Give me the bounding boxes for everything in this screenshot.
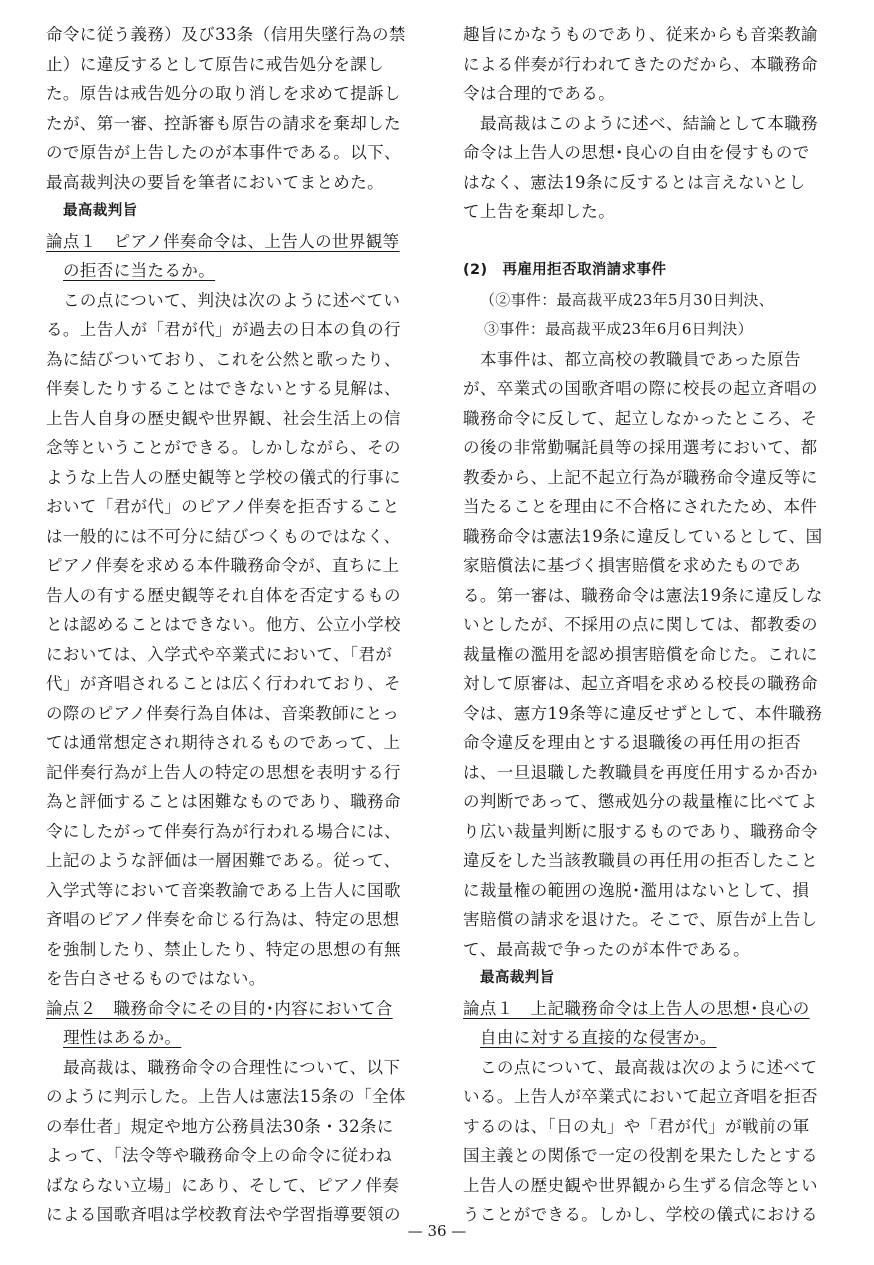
text-line: 念等ということができる。しかしながら、その — [46, 438, 401, 457]
text-line: 上記のような評価は一層困難である。従って、 — [46, 851, 401, 870]
text-line: た。原告は戒告処分の取り消しを求めて提訴し — [46, 84, 401, 103]
text-line: 命令は上告人の思想･良心の自由を侵すもので — [463, 143, 810, 162]
text-line: 命令違反を理由とする退職後の再任用の拒否 — [463, 733, 801, 752]
issue-heading-line — [46, 256, 408, 286]
text-line: 伴奏したりすることはできないとする見解は、 — [46, 379, 401, 398]
section-heading: 最高裁判旨 — [63, 203, 138, 219]
text-line: の際のピアノ伴奏行為自体は、音楽教師にとっ — [46, 703, 400, 723]
section-heading: 最高裁判旨 — [480, 970, 555, 986]
text-line: り広い裁量判断に服するものであり、職務命令 — [463, 821, 818, 841]
text-line: においては、入学式や卒業式において、「君が — [46, 644, 393, 664]
page-number: — 36 — — [407, 1222, 467, 1240]
text-line: 裁量権の濫用を認め損害賠償を命じた。これに — [463, 644, 818, 664]
text-line: 違反をした当該教職員の再任用の拒否したこと — [463, 851, 818, 870]
text-line: 入学式等において音楽教諭である上告人に国歌 — [46, 880, 401, 900]
underlined-text: 論点２ 職務命令にその目的･内容において合 — [46, 998, 393, 1018]
text-line: は、一旦退職した教職員を再度任用するか否か — [463, 762, 818, 782]
text-line: とは認めることはできない。他方、公立小学校 — [46, 615, 401, 634]
text-line: この点について、判決は次のように述べてい — [63, 290, 401, 310]
text-line: 職務命令に反して、起立しなかったところ、そ — [463, 408, 818, 428]
text-line: はなく、憲法19条に反するとは言えないとし — [463, 172, 806, 192]
text-line: 本事件は、都立高校の教職員であった原告 — [480, 349, 801, 369]
text-line: ばならない立場」にあり、そして、ピアノ伴奏 — [46, 1175, 400, 1195]
text-line: ③事件：最高裁平成23年6月6日判決） — [484, 320, 753, 338]
underlined-text: 論点１ 上記職務命令は上告人の思想･良心の — [463, 998, 810, 1018]
text-line: 上告人自身の歴史観や世界観、社会生活上の信 — [46, 408, 401, 428]
text-line: 教委から、上記不起立行為が職務命令違反等に — [463, 467, 818, 487]
text-line: て、最高裁で争ったのが本件である。 — [463, 939, 750, 959]
text-line: うことができる。しかし、学校の儀式における — [463, 1205, 818, 1224]
text-line: を告白させるものではない。 — [46, 969, 266, 988]
text-line: たが、第一審、控訴審も原告の請求を棄却した — [46, 113, 401, 133]
right-column — [463, 20, 825, 1230]
text-line: この点について、最高裁は次のように述べて — [480, 1057, 818, 1077]
text-line: 当たることを理由に不合格にされたため、本件 — [463, 497, 818, 516]
issue-heading-line — [463, 1023, 825, 1053]
text-line: 害賠償の請求を退けた。そこで、原告が上告し — [463, 910, 818, 929]
issue-heading-line — [46, 994, 408, 1024]
text-line: は一般的には不可分に結びつくものではなく、 — [46, 526, 401, 546]
text-line: 記伴奏行為が上告人の特定の思想を表明する行 — [46, 762, 401, 782]
text-line: よって、「法令等や職務命令上の命令に従わね — [46, 1146, 393, 1165]
text-line: 代」が斉唱されることは広く行われており、そ — [46, 674, 401, 693]
underlined-text: の拒否に当たるか。 — [63, 261, 216, 280]
issue-heading-line — [46, 227, 408, 257]
text-line: 令にしたがって伴奏行為が行われる場合には、 — [46, 821, 401, 841]
text-line: 対して原審は、起立斉唱を求める校長の職務命 — [463, 674, 818, 693]
text-line: 令は、憲方19条等に違反せずとして、本件職務 — [463, 703, 823, 723]
text-line: 趣旨にかなうものであり、従来からも音楽教諭 — [463, 25, 818, 44]
text-line: 家賠償法に基づく損害賠償を求めたものであ — [463, 556, 801, 575]
text-line: ので原告が上告したのが本事件である。以下、 — [46, 143, 401, 162]
text-line: （②事件：最高裁平成23年5月30日判決、 — [480, 290, 775, 309]
text-line: る。第一審は、職務命令は憲法19条に違反しな — [463, 585, 823, 605]
text-line: による国歌斉唱は学校教育法や学習指導要領の — [46, 1205, 401, 1224]
text-line: おいて「君が代」のピアノ伴奏を拒否すること — [46, 497, 400, 516]
section-heading: (2) 再雇用拒否取消請求事件 — [463, 262, 667, 278]
text-line: 最高裁は、職務命令の合理性について、以下 — [63, 1057, 401, 1077]
text-line: が、卒業式の国歌斉唱の際に校長の起立斉唱の — [463, 379, 818, 398]
blank-line — [463, 227, 825, 257]
text-line: る。上告人が「君が代」が過去の日本の負の行 — [46, 320, 401, 339]
text-line: の判断であって、懲戒処分の裁量権に比べてよ — [463, 792, 818, 811]
text-line: いとしたが、不採用の点に関しては、都教委の — [463, 615, 818, 634]
text-line: 最高裁はこのように述べ、結論として本職務 — [480, 113, 818, 133]
text-line: て上告を棄却した。 — [463, 202, 616, 221]
underlined-text: 自由に対する直接的な侵害か。 — [480, 1028, 717, 1047]
underlined-text: 理性はあるか。 — [63, 1028, 182, 1047]
issue-heading-line — [463, 994, 825, 1024]
text-line: 最高裁判決の要旨を筆者においてまとめた。 — [46, 172, 384, 192]
text-line: 斉唱のピアノ伴奏を命じる行為は、特定の思想 — [46, 910, 400, 929]
text-line: 令は合理的である。 — [463, 84, 616, 103]
left-column — [46, 20, 408, 1230]
text-line: いる。上告人が卒業式において起立斉唱を拒否 — [463, 1087, 818, 1106]
text-line: 上告人の歴史観や世界観から生ずる信念等とい — [463, 1175, 818, 1195]
text-line: 職務命令は憲法19条に違反しているとして、国 — [463, 526, 823, 546]
text-line: ては通常想定され期待されるものであって、上 — [46, 733, 401, 752]
text-line: ような上告人の歴史観等と学校の儀式的行事に — [46, 467, 401, 487]
text-line: 為に結びついており、これを公然と歌ったり、 — [46, 349, 401, 369]
text-line: の奉仕者」規定や地方公務員法30条・32条に — [46, 1116, 394, 1136]
text-line: のように判示した。上告人は憲法15条の「全体 — [46, 1087, 406, 1106]
text-line: を強制したり、禁止したり、特定の思想の有無 — [46, 939, 401, 959]
issue-heading-line — [46, 1023, 408, 1053]
text-line: 命令に従う義務）及び33条（信用失墜行為の禁 — [46, 25, 406, 44]
text-line: 国主義との関係で一定の役割を果たしたとする — [463, 1146, 818, 1165]
text-line: の後の非常勤嘱託員等の採用選考において、都 — [463, 438, 818, 457]
underlined-text: 論点１ ピアノ伴奏命令は、上告人の世界観等 — [46, 231, 400, 251]
text-line: するのは、「日の丸」や「君が代」が戦前の軍 — [463, 1116, 810, 1136]
text-line: による伴奏が行われてきたのだから、本職務命 — [463, 54, 818, 74]
text-line: 止）に違反するとして原告に戒告処分を課し — [46, 54, 384, 74]
text-line: 為と評価することは困難なものであり、職務命 — [46, 792, 401, 811]
text-line: ピアノ伴奏を求める本件職務命令が、直ちに上 — [46, 556, 400, 575]
text-line: 告人の有する歴史観等それ自体を否定するもの — [46, 585, 401, 605]
text-line: に裁量権の範囲の逸脱･濫用はないとして、損 — [463, 880, 810, 900]
